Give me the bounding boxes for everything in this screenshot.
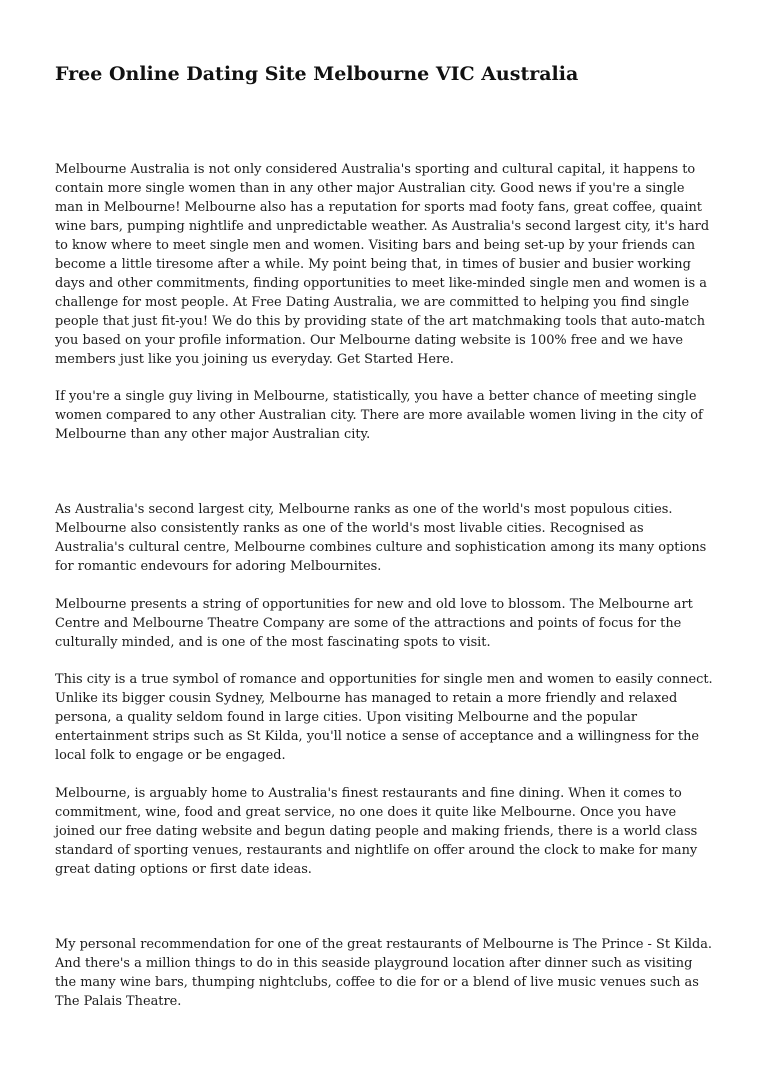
paragraph-restaurants: Melbourne, is arguably home to Australia's finest restaurants and fine dining. When it comes to commitment, wine, food and great service, no one does it quite like Melbourne. Once you have joined our free dating website and begun dating people and making friends, there is a world class standard of sporting venues, restaurants and nightlife on offer around the clock to make for many great dating options or first date ideas. bbox=[55, 786, 698, 877]
document-title: Free Online Dating Site Melbourne VIC Australia bbox=[55, 63, 579, 85]
paragraph-intro: Melbourne Australia is not only considered Australia's sporting and cultural capital, it happens to contain more single women than in any other major Australian city. Good news if you're a single man in Melbourne! Melbourne also has a reputation for sports mad footy fans, great coffee, quaint wine bars, pumping nightlife and unpredictable weather. As Australia's second largest city, it's hard to know where to meet single men and women. Visiting bars and being set-up by your friends can become a little tiresome after a while. My point being that, in times of busier and busier working days and other commitments, finding opportunities to meet like-minded single men and women is a challenge for most people. At Free Dating Australia, we are committed to helping you find single people that just fit-you! We do this by providing state of the art matchmaking tools that auto-match you based on your profile information. Our Melbourne dating website is 100% free and we have members just like you joining us everyday. Get Started Here. bbox=[55, 162, 710, 367]
paragraph-romance: This city is a true symbol of romance and opportunities for single men and women to easily connect. Unlike its bigger cousin Sydney, Melbourne has managed to retain a more friendly and relaxed persona, a quality seldom found in large cities. Upon visiting Melbourne and the popular entertainment strips such as St Kilda, you'll notice a sense of acceptance and a willingness for the local folk to engage or be engaged. bbox=[55, 672, 713, 763]
paragraph-recommendation: My personal recommendation for one of the great restaurants of Melbourne is The Prince - St Kilda. And there's a million things to do in this seaside playground location after dinner such as visiting the many wine bars, thumping nightclubs, coffee to die for or a blend of live music venues such as The Palais Theatre. bbox=[55, 937, 713, 1009]
paragraph-second-largest-city: As Australia's second largest city, Melbourne ranks as one of the world's most populous cities. Melbourne also consistently ranks as one of the world's most livable cities. Recognised as Australia's cultural centre, Melbourne combines culture and sophistication among its many options for romantic endevours for adoring Melbournites. bbox=[55, 502, 707, 574]
paragraph-opportunities: Melbourne presents a string of opportunities for new and old love to blossom. The Melbourne art Centre and Melbourne Theatre Company are some of the attractions and points of focus for the culturally minded, and is one of the most fascinating spots to visit. bbox=[55, 597, 693, 650]
paragraph-single-guy: If you're a single guy living in Melbourne, statistically, you have a better chance of meeting single women compared to any other Australian city. There are more available women living in the city of Melbourne than any other major Australian city. bbox=[55, 389, 703, 442]
